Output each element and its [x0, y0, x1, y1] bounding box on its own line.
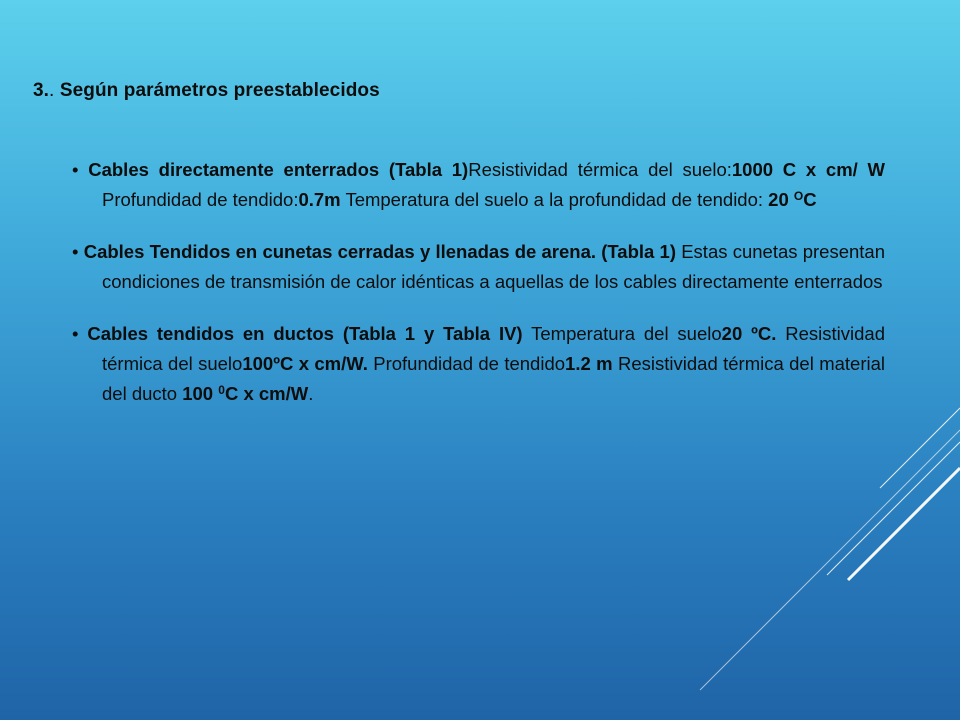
bullet-marker: •	[72, 241, 84, 262]
bullet-text-run: C	[803, 189, 817, 210]
bullet-text-run: Resistividad térmica del suelo	[102, 323, 885, 374]
bullet-list	[72, 155, 885, 431]
decor-line	[827, 442, 960, 575]
bullet-text-run: Cables directamente enterrados (Tabla 1)	[88, 159, 469, 180]
bullet-text-run: 100ºC x cm/W.	[242, 353, 368, 374]
bullet-item	[72, 237, 885, 297]
bullet-text-run: 0.7m	[298, 189, 341, 210]
bullet-marker: •	[72, 323, 88, 344]
bullet-text-run: Estas cunetas presentan condiciones de transmisión de calor idénticas a aquellas de los cables directamente enterrados	[102, 241, 885, 292]
bullet-text-run: .	[308, 383, 314, 404]
bullet-text-run: C x cm/W	[224, 383, 309, 404]
bullet-marker: •	[72, 159, 89, 180]
bullet-text-run: 20	[768, 189, 794, 210]
bullet-text-run: Resistividad térmica del suelo:	[468, 159, 732, 180]
bullet-text-run: Cables Tendidos en cunetas cerradas y llenadas de arena. (Tabla 1)	[83, 241, 676, 262]
bullet-text-run: Cables tendidos en ductos (Tabla 1 y Tabla IV)	[87, 323, 523, 344]
bullet-text-run: 100	[182, 383, 219, 404]
decor-line	[700, 430, 960, 690]
title-text: Según parámetros preestablecidos	[54, 80, 380, 101]
bullet-text-run: 1000 C x cm/ W	[731, 159, 886, 180]
bullet-text-run: Temperatura del suelo a la profundidad de tendido:	[340, 189, 769, 210]
title-number: 3.	[33, 80, 50, 101]
bullet-text-run: Profundidad de tendido	[367, 353, 566, 374]
bullet-text-run: 20 ºC.	[721, 323, 777, 344]
superscript-text: O	[793, 189, 804, 203]
superscript-text: 0	[218, 383, 225, 397]
slide-title	[33, 80, 380, 102]
title-punctuation: .	[49, 80, 55, 101]
bullet-text-run: Resistividad térmica del material del ducto	[102, 353, 886, 404]
bullet-text-run: Temperatura del suelo	[522, 323, 722, 344]
bullet-text-run: 1.2 m	[565, 353, 613, 374]
bullet-item	[72, 155, 885, 215]
decor-line	[848, 468, 960, 580]
bullet-item	[72, 319, 885, 409]
decor-line	[880, 408, 960, 488]
bullet-text-run: Profundidad de tendido:	[102, 189, 299, 210]
